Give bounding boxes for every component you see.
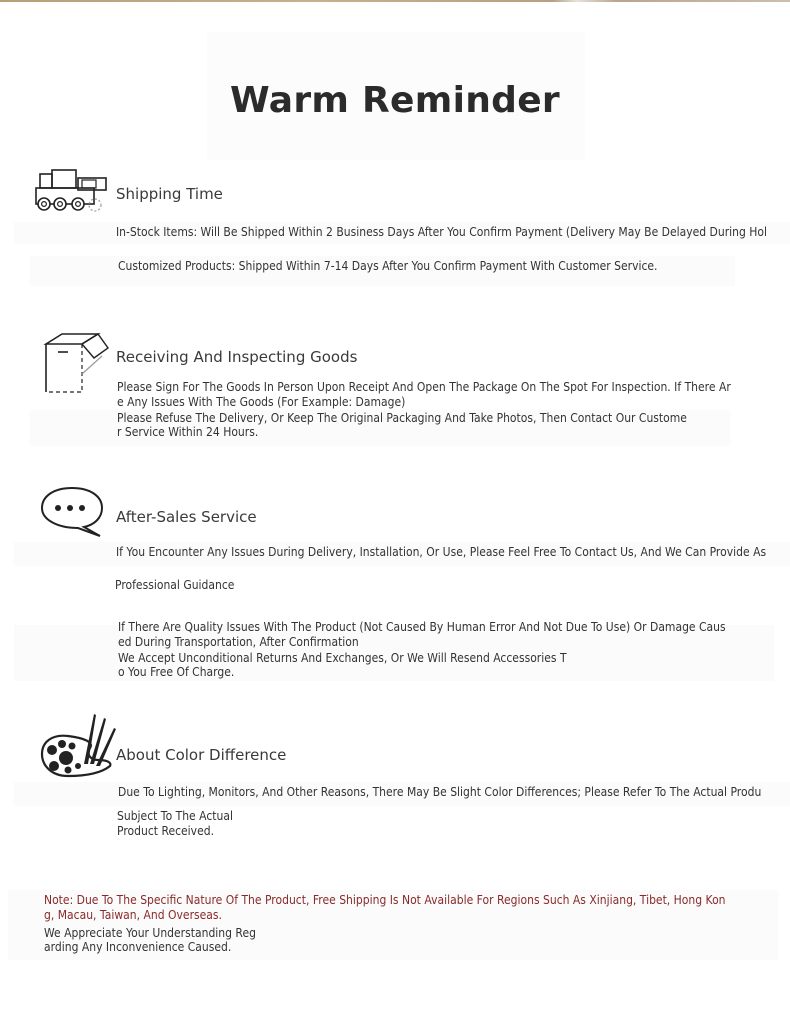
section-heading-after-sales: After-Sales Service [116, 508, 257, 526]
receiving-text-line: Please Refuse The Delivery, Or Keep The Original Packaging And Take Photos, Then Contact Our Custome [117, 411, 687, 425]
page-title: Warm Reminder [230, 80, 560, 121]
after-sales-text-line: We Accept Unconditional Returns And Exchanges, Or We Will Resend Accessories T [118, 651, 567, 665]
top-decorative-strip [0, 0, 790, 2]
thanks-line: We Appreciate Your Understanding Reg [44, 926, 256, 940]
section-heading-shipping-time: Shipping Time [116, 185, 223, 203]
receiving-text-line: Please Sign For The Goods In Person Upon Receipt And Open The Package On The Spot For Inspection. If There Ar [117, 380, 731, 394]
after-sales-text-line: Professional Guidance [115, 578, 235, 592]
truck-icon [34, 168, 120, 214]
open-box-icon [40, 330, 112, 396]
shipping-note-line: Note: Due To The Specific Nature Of The Product, Free Shipping Is Not Available For Regions Such As Xinjiang, Tibet, Hong Kon [44, 893, 726, 907]
shipping-text-line: In-Stock Items: Will Be Shipped Within 2 Business Days After You Confirm Payment (Delivery May Be Delayed During Hol [116, 225, 768, 239]
shipping-note-line: g, Macau, Taiwan, And Overseas. [44, 908, 222, 922]
receiving-text-line: e Any Issues With The Goods (For Example: Damage) [117, 395, 406, 409]
section-heading-receiving: Receiving And Inspecting Goods [116, 348, 358, 366]
color-text-line: Due To Lighting, Monitors, And Other Reasons, There May Be Slight Color Differences; Please Refer To The Actual Produ [118, 785, 762, 799]
color-text-line: Subject To The Actual [117, 809, 233, 823]
receiving-text-line: r Service Within 24 Hours. [117, 425, 259, 439]
shipping-text-line: Customized Products: Shipped Within 7-14 Days After You Confirm Payment With Customer Service. [118, 259, 658, 273]
after-sales-text-line: If You Encounter Any Issues During Delivery, Installation, Or Use, Please Feel Free To Contact Us, And We Can Provide As [116, 545, 767, 559]
paint-palette-icon [38, 708, 116, 780]
after-sales-text-line: If There Are Quality Issues With The Product (Not Caused By Human Error And Not Due To Use) Or Damage Caus [118, 620, 726, 634]
thanks-line: arding Any Inconvenience Caused. [44, 940, 232, 954]
after-sales-text-line: o You Free Of Charge. [118, 665, 235, 679]
after-sales-text-line: ed During Transportation, After Confirmation [118, 635, 359, 649]
section-heading-color-difference: About Color Difference [116, 746, 287, 764]
chat-bubble-icon [38, 484, 106, 540]
color-text-line: Product Received. [117, 824, 215, 838]
